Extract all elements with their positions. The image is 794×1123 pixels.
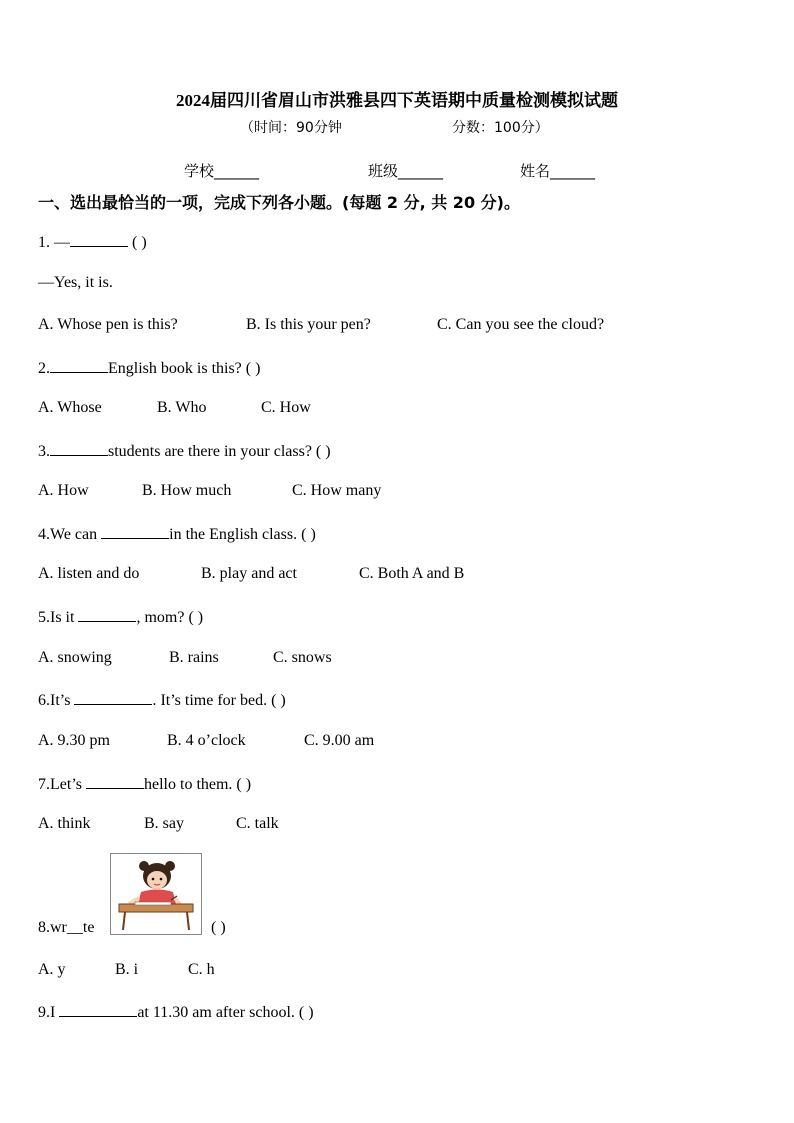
exam-time: （时间：90分钟	[240, 120, 342, 136]
q5-prefix: 5.Is it	[38, 609, 79, 626]
question-3	[38, 441, 331, 461]
q4-option-b: B. play and act	[201, 565, 297, 582]
q8-option-b: B. i	[115, 961, 139, 978]
q3-option-b: B. How much	[142, 482, 232, 499]
q3-blank	[50, 441, 108, 456]
q6-option-b: B. 4 o’clock	[167, 732, 246, 749]
girl-writing-icon	[111, 854, 201, 934]
exam-score: 分数：100分）	[452, 120, 549, 136]
q4-option-a: A. listen and do	[38, 565, 140, 582]
q6-stem: . It’s time for bed. ( )	[152, 692, 286, 709]
question-2	[38, 358, 260, 378]
q9-blank	[59, 1002, 137, 1017]
q5-option-c: C. snows	[273, 649, 332, 666]
q1-blank	[70, 232, 128, 247]
q7-prefix: 7.Let’s	[38, 776, 86, 793]
q2-blank	[50, 358, 108, 373]
q6-option-c: C. 9.00 am	[304, 732, 375, 749]
question-1	[38, 232, 147, 252]
q6-blank	[74, 690, 152, 705]
q4-option-c: C. Both A and B	[359, 565, 465, 582]
q8-paren: ( )	[211, 919, 226, 936]
q2-option-a: A. Whose	[38, 399, 102, 416]
name-field: 姓名______	[520, 162, 596, 180]
question-7	[38, 774, 251, 794]
q1-option-b: B. Is this your pen?	[246, 316, 371, 333]
class-field: 班级______	[368, 162, 444, 180]
q2-option-c: C. How	[261, 399, 311, 416]
q6-prefix: 6.It’s	[38, 692, 75, 709]
q4-blank	[101, 524, 169, 539]
section-heading: 一、选出最恰当的一项，完成下列各小题。(每题 2 分, 共 20 分)。	[38, 193, 520, 212]
question-4	[38, 524, 316, 544]
q1-reply: —Yes, it is.	[38, 274, 113, 291]
page-title: 2024届四川省眉山市洪雅县四下英语期中质量检测模拟试题	[176, 91, 618, 110]
q3-option-c: C. How many	[292, 482, 382, 499]
q1-option-c: C. Can you see the cloud?	[437, 316, 605, 333]
q4-stem: in the English class. ( )	[169, 526, 316, 543]
question-9	[38, 1002, 314, 1022]
q3-option-a: A. How	[38, 482, 89, 499]
q7-stem: hello to them. ( )	[144, 776, 252, 793]
school-field: 学校______	[184, 162, 260, 180]
q5-option-a: A. snowing	[38, 649, 112, 666]
q7-blank	[86, 774, 144, 789]
q2-stem: English book is this? ( )	[108, 360, 261, 377]
question-6	[38, 690, 286, 710]
q1-prefix: 1. —	[38, 234, 70, 251]
q2-option-b: B. Who	[157, 399, 207, 416]
q6-option-a: A. 9.30 pm	[38, 732, 110, 749]
q4-prefix: 4.We can	[38, 526, 102, 543]
q3-stem: students are there in your class? ( )	[108, 443, 331, 460]
q9-prefix: 9.I	[38, 1004, 60, 1021]
q8-word: 8.wr__te	[38, 919, 95, 936]
q9-stem: at 11.30 am after school. ( )	[137, 1004, 314, 1021]
q5-option-b: B. rains	[169, 649, 219, 666]
q2-number: 2.	[38, 360, 50, 377]
q3-number: 3.	[38, 443, 50, 460]
q1-option-a: A. Whose pen is this?	[38, 316, 178, 333]
q7-option-c: C. talk	[236, 815, 279, 832]
question-5	[38, 607, 203, 627]
q8-option-a: A. y	[38, 961, 66, 978]
girl-writing-illustration	[110, 853, 202, 935]
q7-option-a: A. think	[38, 815, 91, 832]
q8-option-c: C. h	[188, 961, 215, 978]
q5-blank	[78, 607, 136, 622]
q1-paren: ( )	[132, 234, 147, 251]
q7-option-b: B. say	[144, 815, 184, 832]
q5-stem: , mom? ( )	[136, 609, 204, 626]
